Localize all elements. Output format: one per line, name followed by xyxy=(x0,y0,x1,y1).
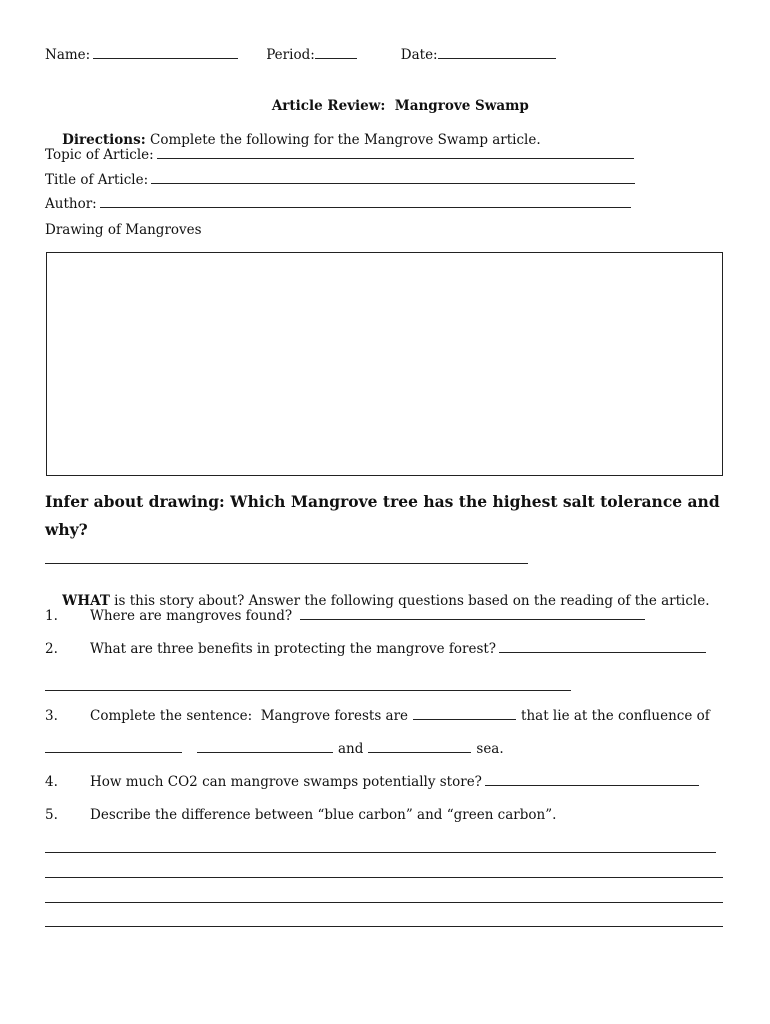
name-label: Name: xyxy=(45,47,91,63)
question-3-text-a: Complete the sentence: Mangrove forests are xyxy=(90,708,409,724)
drawing-box[interactable] xyxy=(46,252,723,476)
question-5-answer-line[interactable] xyxy=(45,926,723,927)
question-4-blank[interactable] xyxy=(485,773,699,786)
title-prefix: Article Review: xyxy=(271,98,386,114)
question-3 xyxy=(45,707,710,725)
what-text: is this story about? Answer the following questions based on the reading of the article. xyxy=(109,593,710,609)
date-label: Date: xyxy=(400,47,438,63)
topic-field xyxy=(45,146,634,164)
question-2-answer-line[interactable] xyxy=(45,690,571,691)
topic-label: Topic of Article: xyxy=(45,147,154,163)
title-label: Title of Article: xyxy=(45,172,149,188)
question-3-blank-3[interactable] xyxy=(197,740,333,753)
infer-question: Infer about drawing: Which Mangrove tree has the highest salt tolerance and why? xyxy=(45,492,720,539)
directions-label: Directions: xyxy=(62,132,146,148)
question-5-number: 5. xyxy=(45,807,58,823)
question-4-text: How much CO2 can mangrove swamps potentially store? xyxy=(90,774,482,790)
question-3-text-b: that lie at the confluence of xyxy=(521,708,710,724)
period-label: Period: xyxy=(266,47,315,63)
header-row xyxy=(45,46,556,64)
question-2-blank[interactable] xyxy=(499,640,706,653)
question-3-text-d: sea. xyxy=(476,741,504,757)
question-1-text: Where are mangroves found? xyxy=(90,608,293,624)
question-4 xyxy=(45,773,699,791)
question-1-number: 1. xyxy=(45,608,58,624)
title-blank[interactable] xyxy=(151,171,635,184)
infer-answer-line[interactable] xyxy=(45,563,528,564)
question-1-blank[interactable] xyxy=(300,607,645,620)
author-field xyxy=(45,195,631,213)
title-field xyxy=(45,171,635,189)
date-blank[interactable] xyxy=(438,46,556,59)
question-3-text-c: and xyxy=(338,741,364,757)
author-label: Author: xyxy=(45,196,97,212)
question-2 xyxy=(45,640,706,658)
question-3-blank-2[interactable] xyxy=(45,740,182,753)
question-3-blank-4[interactable] xyxy=(368,740,471,753)
question-5-text: Describe the difference between “blue carbon” and “green carbon”. xyxy=(90,807,557,823)
author-blank[interactable] xyxy=(100,195,631,208)
period-blank[interactable] xyxy=(315,46,357,59)
question-1 xyxy=(45,607,645,625)
directions-text: Complete the following for the Mangrove Swamp article. xyxy=(145,132,541,148)
question-5-answer-line[interactable] xyxy=(45,852,716,853)
topic-blank[interactable] xyxy=(157,146,634,159)
question-4-number: 4. xyxy=(45,774,58,790)
question-3-continued xyxy=(45,740,504,758)
question-5-answer-line[interactable] xyxy=(45,877,723,878)
question-2-text: What are three benefits in protecting the mangrove forest? xyxy=(90,641,497,657)
name-blank[interactable] xyxy=(93,46,238,59)
question-3-number: 3. xyxy=(45,708,58,724)
title-topic: Mangrove Swamp xyxy=(394,98,529,114)
drawing-label: Drawing of Mangroves xyxy=(45,222,202,238)
what-bold: WHAT xyxy=(62,593,110,609)
question-5 xyxy=(45,806,556,824)
question-5-answer-line[interactable] xyxy=(45,902,723,903)
question-2-number: 2. xyxy=(45,641,58,657)
question-3-blank-1[interactable] xyxy=(413,707,516,720)
